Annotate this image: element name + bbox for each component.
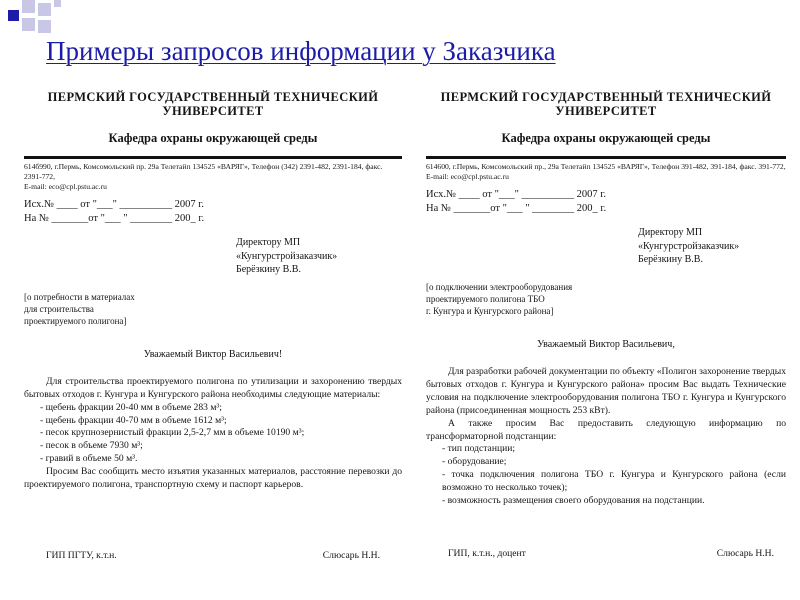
letterhead-address: 614600, г.Пермь, Комсомольский пр., 29а Телетайп 134525 «ВАРЯГ», Телефон 391-482, 391-184, факс. 391-772, E-mail: eco@cpl.pstu.ac.ru [426, 162, 786, 182]
body-closing: Просим Вас сообщить место изъятия указанных материалов, расстояние перевозки до проектируемого полигона, транспортную схему и паспорт карьеров. [24, 466, 402, 491]
square-light [38, 20, 51, 33]
list-item: - гравий в объеме 50 м³. [40, 453, 138, 465]
letter-body [426, 366, 786, 508]
signature-line [46, 550, 380, 562]
addressee: Директору МП «Кунгурстройзаказчик» Берёзкину В.В. [236, 237, 338, 276]
letter-materials [24, 90, 402, 561]
letterhead-address: 614б990, г.Пермь, Комсомольский пр. 29а Телетайп 134525 «ВАРЯГ», Телефон (342) 2391-482, 2391-184, факс. 2391-772, E-mail: eco@cpl.pstu.ac.ru [24, 162, 383, 192]
square-light [54, 0, 61, 7]
list-item: - песок в объеме 7930 м³; [40, 440, 143, 452]
signer-name: Слюсарь Н.Н. [716, 548, 774, 559]
list-item: - щебень фракции 40-70 мм в объеме 1612 м³; [40, 414, 227, 426]
letter-greeting: Уважаемый Виктор Васильевич! [143, 349, 283, 361]
body-paragraph: Для разработки рабочей документации по объекту «Полигон захоронение твердых бытовых отходов г. Кунгура и Кунгурского района» просим Вас выдать Технические условия на подключение электрооборудования полигона ТБО г. Кунгура и Кунгурского района (присоединенная мощность 253 кВт). [426, 365, 786, 416]
letter-greeting: Уважаемый Виктор Васильевич, [537, 339, 675, 351]
letterhead-department: Кафедра охраны окружающей среды [108, 130, 318, 145]
list-item: - тип подстанции; [442, 443, 516, 455]
letter-references [426, 188, 786, 216]
letterhead-rule [24, 156, 402, 159]
letterhead-university: ПЕРМСКИЙ ГОСУДАРСТВЕННЫЙ ТЕХНИЧЕСКИЙ УНИВЕРСИТЕТ [47, 90, 379, 119]
letter-body [24, 376, 402, 492]
letter-subject: [о потребности в материалах для строительства проектируемого полигона] [24, 291, 135, 327]
signature-line [448, 548, 774, 560]
incoming-ref: На № _______от "___ " ________ 200_ г. [24, 213, 205, 225]
signer-name: Слюсарь Н.Н. [322, 550, 380, 561]
square-light [22, 0, 35, 13]
letterhead-department: Кафедра охраны окружающей среды [501, 130, 711, 145]
list-item: - щебень фракции 20-40 мм в объеме 283 м³; [40, 401, 222, 413]
list-item: - оборудование; [442, 456, 507, 468]
letterhead-rule [426, 156, 786, 159]
body-paragraph: А также просим Вас предоставить следующую информацию по трансформаторной подстанции: [426, 417, 786, 442]
letterhead-university: ПЕРМСКИЙ ГОСУДАРСТВЕННЫЙ ТЕХНИЧЕСКИЙ УНИВЕРСИТЕТ [440, 90, 772, 119]
list-item: - возможность размещения своего оборудования на подстанции. [442, 495, 705, 507]
square-light [38, 3, 51, 16]
addressee: Директору МП «Кунгурстройзаказчик» Берёзкину В.В. [638, 227, 740, 266]
incoming-ref: На № _______от "___ " ________ 200_ г. [426, 203, 607, 215]
signer-title: ГИП ПГТУ, к.т.н. [46, 550, 117, 561]
letter-subject: [о подключении электрооборудования проектируемого полигона ТБО г. Кунгура и Кунгурского района] [426, 281, 573, 317]
outgoing-ref: Исх.№ ____ от "___" __________ 2007 г. [24, 198, 205, 210]
letter-references [24, 198, 402, 226]
body-intro: Для строительства проектируемого полигона по утилизации и захоронению твердых бытовых отходов г. Кунгура и Кунгурского района необходимы следующие материалы: [24, 375, 402, 400]
slide-title: Примеры запросов информации у Заказчика [46, 36, 556, 66]
list-item: - песок крупнозернистый фракции 2,5-2,7 мм в объеме 10190 м³; [40, 427, 305, 439]
decorative-squares [0, 0, 800, 36]
list-item: - точка подключения полигона ТБО г. Кунгура и Кунгурского района (если возможно то несколько точек); [442, 469, 786, 494]
square-dark [8, 10, 19, 21]
square-light [22, 18, 35, 31]
letter-electrical [426, 90, 786, 559]
outgoing-ref: Исх.№ ____ от "___" __________ 2007 г. [426, 189, 607, 201]
signer-title: ГИП, к.т.н., доцент [448, 548, 526, 559]
